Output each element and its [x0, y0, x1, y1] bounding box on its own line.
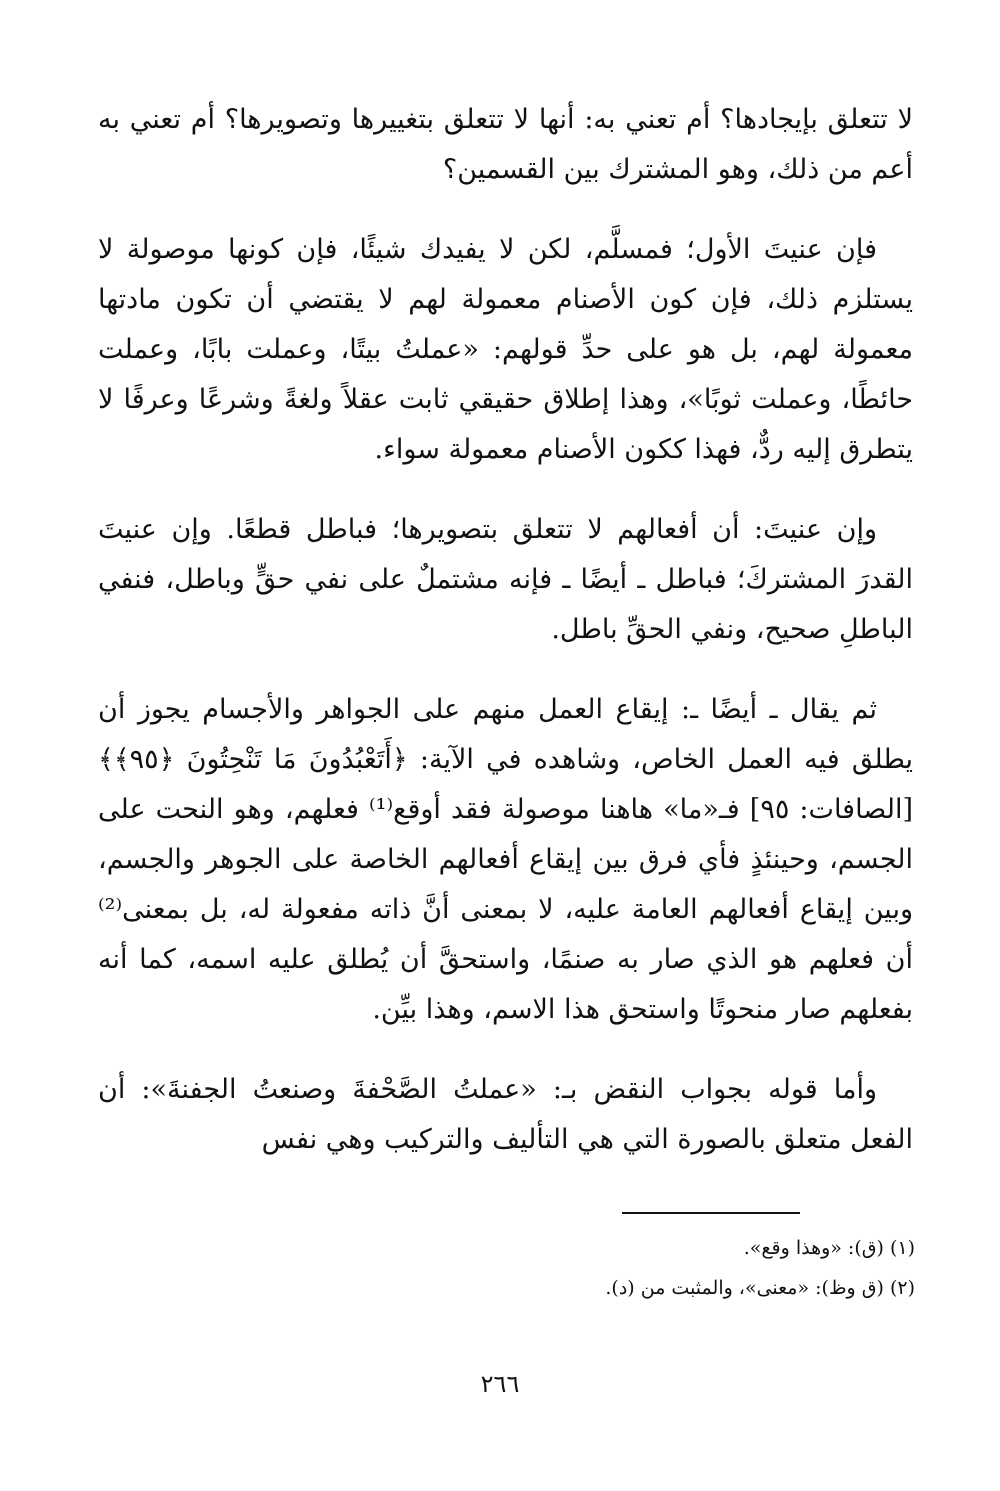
paragraph-5: وأما قوله بجواب النقض بـ: «عملتُ الصَّحْفةَ وصنعتُ الجفنةَ»: أن الفعل متعلق بالصورة التي هي التأليف والتركيب وهي نفس	[98, 1074, 913, 1155]
paragraph-1: لا تتعلق بإيجادها؟ أم تعني به: أنها لا تتعلق بتغييرها وتصويرها؟ أم تعني به أعم من ذلك، وهو المشترك بين القسمين؟	[98, 104, 913, 185]
footnotes	[460, 1228, 915, 1308]
footnote-2: (٢) (ق وظ): «معنى»، والمثبت من (د).	[605, 1277, 915, 1299]
page-number: ٢٦٦	[480, 1370, 520, 1398]
paragraph-3: وإن عنيتَ: أن أفعالهم لا تتعلق بتصويرها؛ فباطل قطعًا. وإن عنيتَ القدرَ المشتركَ؛ فباطل ـ أيضًا ـ فإنه مشتملٌ على نفي حقٍّ وباطل، فنفي الباطلِ صحيح، ونفي الحقِّ باطل.	[98, 514, 913, 645]
paragraph-4: ثم يقال ـ أيضًا ـ: إيقاع العمل منهم على الجواهر والأجسام يجوز أن يطلق فيه العمل الخاص، وشاهده في الآية: ﴿أَتَعْبُدُونَ مَا تَنْحِتُونَ ﴿٩٥﴾﴾ [الصافات: ٩٥] فـ«ما» هاهنا موصولة فقد أوقع⁽¹⁾ فعلهم، وهو النحت على الجسم، وحينئذٍ فأي فرق بين إيقاع أفعالهم الخاصة على الجوهر والجسم، وبين إيقاع أفعالهم العامة عليه، لا بمعنى أنَّ ذاته مفعولة له، بل بمعنى⁽²⁾ أن فعلهم هو الذي صار به صنمًا، واستحقَّ أن يُطلق عليه اسمه، كما أنه بفعلهم صار منحوتًا واستحق هذا الاسم، وهذا بيِّن.	[98, 694, 913, 1025]
footnote-separator	[622, 1212, 800, 1214]
paragraph-2: فإن عنيتَ الأول؛ فمسلَّم، لكن لا يفيدك شيئًا، فإن كونها موصولة لا يستلزم ذلك، فإن كون الأصنام معمولة لهم لا يقتضي أن تكون مادتها معمولة لهم، بل هو على حدِّ قولهم: «عملتُ بيتًا، وعملت بابًا، وعملت حائطًا، وعملت ثوبًا»، وهذا إطلاق حقيقي ثابت عقلاً ولغةً وشرعًا وعرفًا لا يتطرق إليه ردٌّ، فهذا ككون الأصنام معمولة سواء.	[98, 234, 913, 465]
footnote-1: (١) (ق): «وهذا وقع».	[743, 1237, 915, 1259]
page-body	[98, 95, 913, 1195]
